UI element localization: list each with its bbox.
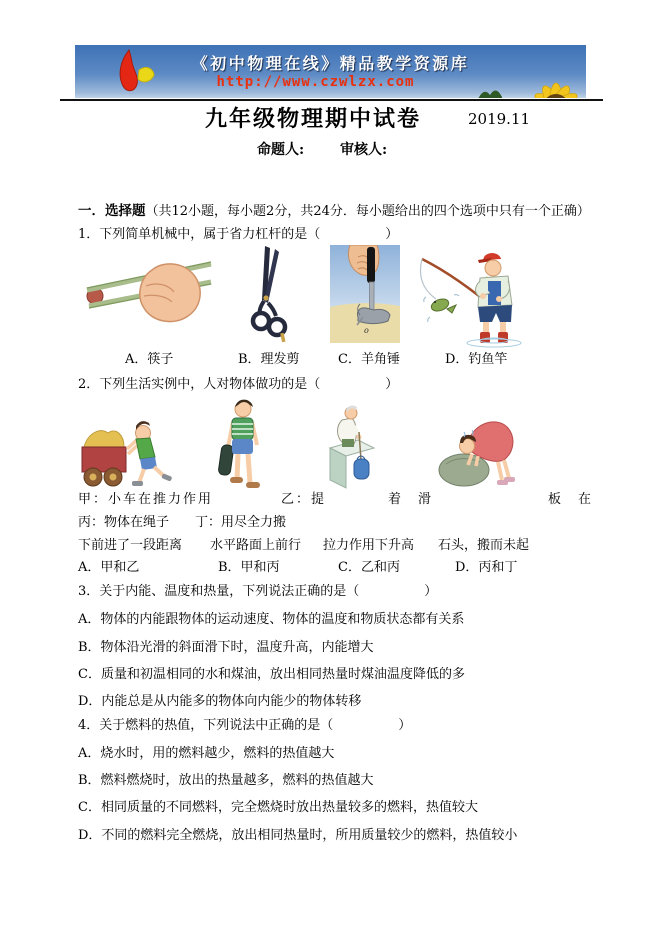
q2-caption-yi-3: 板 在 — [548, 492, 594, 507]
q1-label-d: D．钓鱼竿 — [445, 352, 508, 367]
q4-option-d: D．不同的燃料完全燃烧，放出相同热量时，所用质量较少的燃料，热值较小 — [78, 828, 518, 843]
boy-carrying-skateboard-image — [218, 397, 266, 495]
page-title: 九年级物理期中试卷 — [205, 106, 422, 132]
q4-option-a: A．烧水时，用的燃料越少，燃料的热值越大 — [78, 746, 335, 761]
q2-caption-jia: 甲：小车在推力作用 — [78, 492, 214, 507]
q1-label-c: C．羊角锤 — [338, 352, 400, 367]
boy-pushing-cart-image — [80, 407, 172, 490]
fishing-rod-image — [416, 247, 526, 349]
q2-option-b: B．甲和丙 — [218, 560, 280, 575]
q1-label-b: B．理发剪 — [238, 352, 300, 367]
scissors-image — [250, 245, 292, 343]
q4-option-b: B．燃料燃烧时，放出的热量越多，燃料的热值越大 — [78, 773, 374, 788]
q2-option-d: D．丙和丁 — [455, 560, 518, 575]
banner-url-link[interactable]: http://www.czwlzx.com — [216, 74, 415, 90]
header-rule — [60, 99, 603, 101]
plant-icon — [476, 85, 504, 98]
q1-label-a: A．筷子 — [125, 352, 174, 367]
exam-date: 2019.11 — [468, 110, 531, 128]
q2-caption-cont-3: 拉力作用下升高 — [323, 538, 415, 553]
q2-caption-ding: 丁：用尽全力搬 — [195, 515, 287, 530]
q4-stem: 4．关于燃料的热值，下列说法中正确的是（ ） — [78, 718, 412, 733]
q2-caption-cont-2: 水平路面上前行 — [210, 538, 302, 553]
claw-hammer-image — [330, 245, 400, 343]
q3-option-b: B．物体沿光滑的斜面滑下时，温度升高，内能增大 — [78, 640, 374, 655]
hammer-pivot-label: o — [364, 326, 369, 335]
reviewer-label: 审核人: — [340, 142, 388, 158]
banner-title: 《初中物理在线》精品教学资源库 — [191, 54, 470, 73]
section-heading — [78, 199, 590, 219]
q2-caption-yi-2: 着 滑 — [388, 492, 434, 507]
q2-caption-cont-4: 石头，搬而未起 — [438, 538, 530, 553]
q3-option-c: C．质量和初温相同的水和煤油，放出相同热量时煤油温度降低的多 — [78, 667, 465, 682]
q1-stem: 1．下列简单机械中，属于省力杠杆的是（ ） — [78, 227, 399, 242]
q4-option-c: C．相同质量的不同燃料，完全燃烧时放出热量较多的燃料，热值较大 — [78, 800, 478, 815]
chopsticks-image — [80, 252, 215, 332]
q3-stem: 3．关于内能、温度和热量，下列说法正确的是（ ） — [78, 584, 438, 599]
q2-caption-bing: 丙：物体在绳子 — [78, 515, 170, 530]
q3-option-a: A．物体的内能跟物体的运动速度、物体的温度和物质状态都有关系 — [78, 612, 465, 627]
q2-option-a: A．甲和乙 — [78, 560, 140, 575]
man-raising-bag-with-rope-image — [328, 402, 378, 490]
q2-caption-cont-1: 下前进了一段距离 — [78, 538, 183, 553]
woman-lifting-stone-image — [434, 410, 522, 490]
site-banner — [75, 45, 586, 98]
setter-label: 命题人: — [257, 142, 305, 158]
q2-caption-yi-1: 乙：提 — [281, 492, 327, 507]
q2-option-c: C．乙和丙 — [338, 560, 400, 575]
section-heading-rest: （共12小题，每小题2分，共24分．每小题给出的四个选项中只有一个正确） — [145, 204, 590, 219]
q3-option-d: D．内能总是从内能多的物体向内能少的物体转移 — [78, 694, 362, 709]
section-heading-bold: 一．选择题 — [78, 203, 146, 219]
sunflower-icon — [504, 71, 586, 98]
q2-stem: 2．下列生活实例中，人对物体做功的是（ ） — [78, 377, 399, 392]
